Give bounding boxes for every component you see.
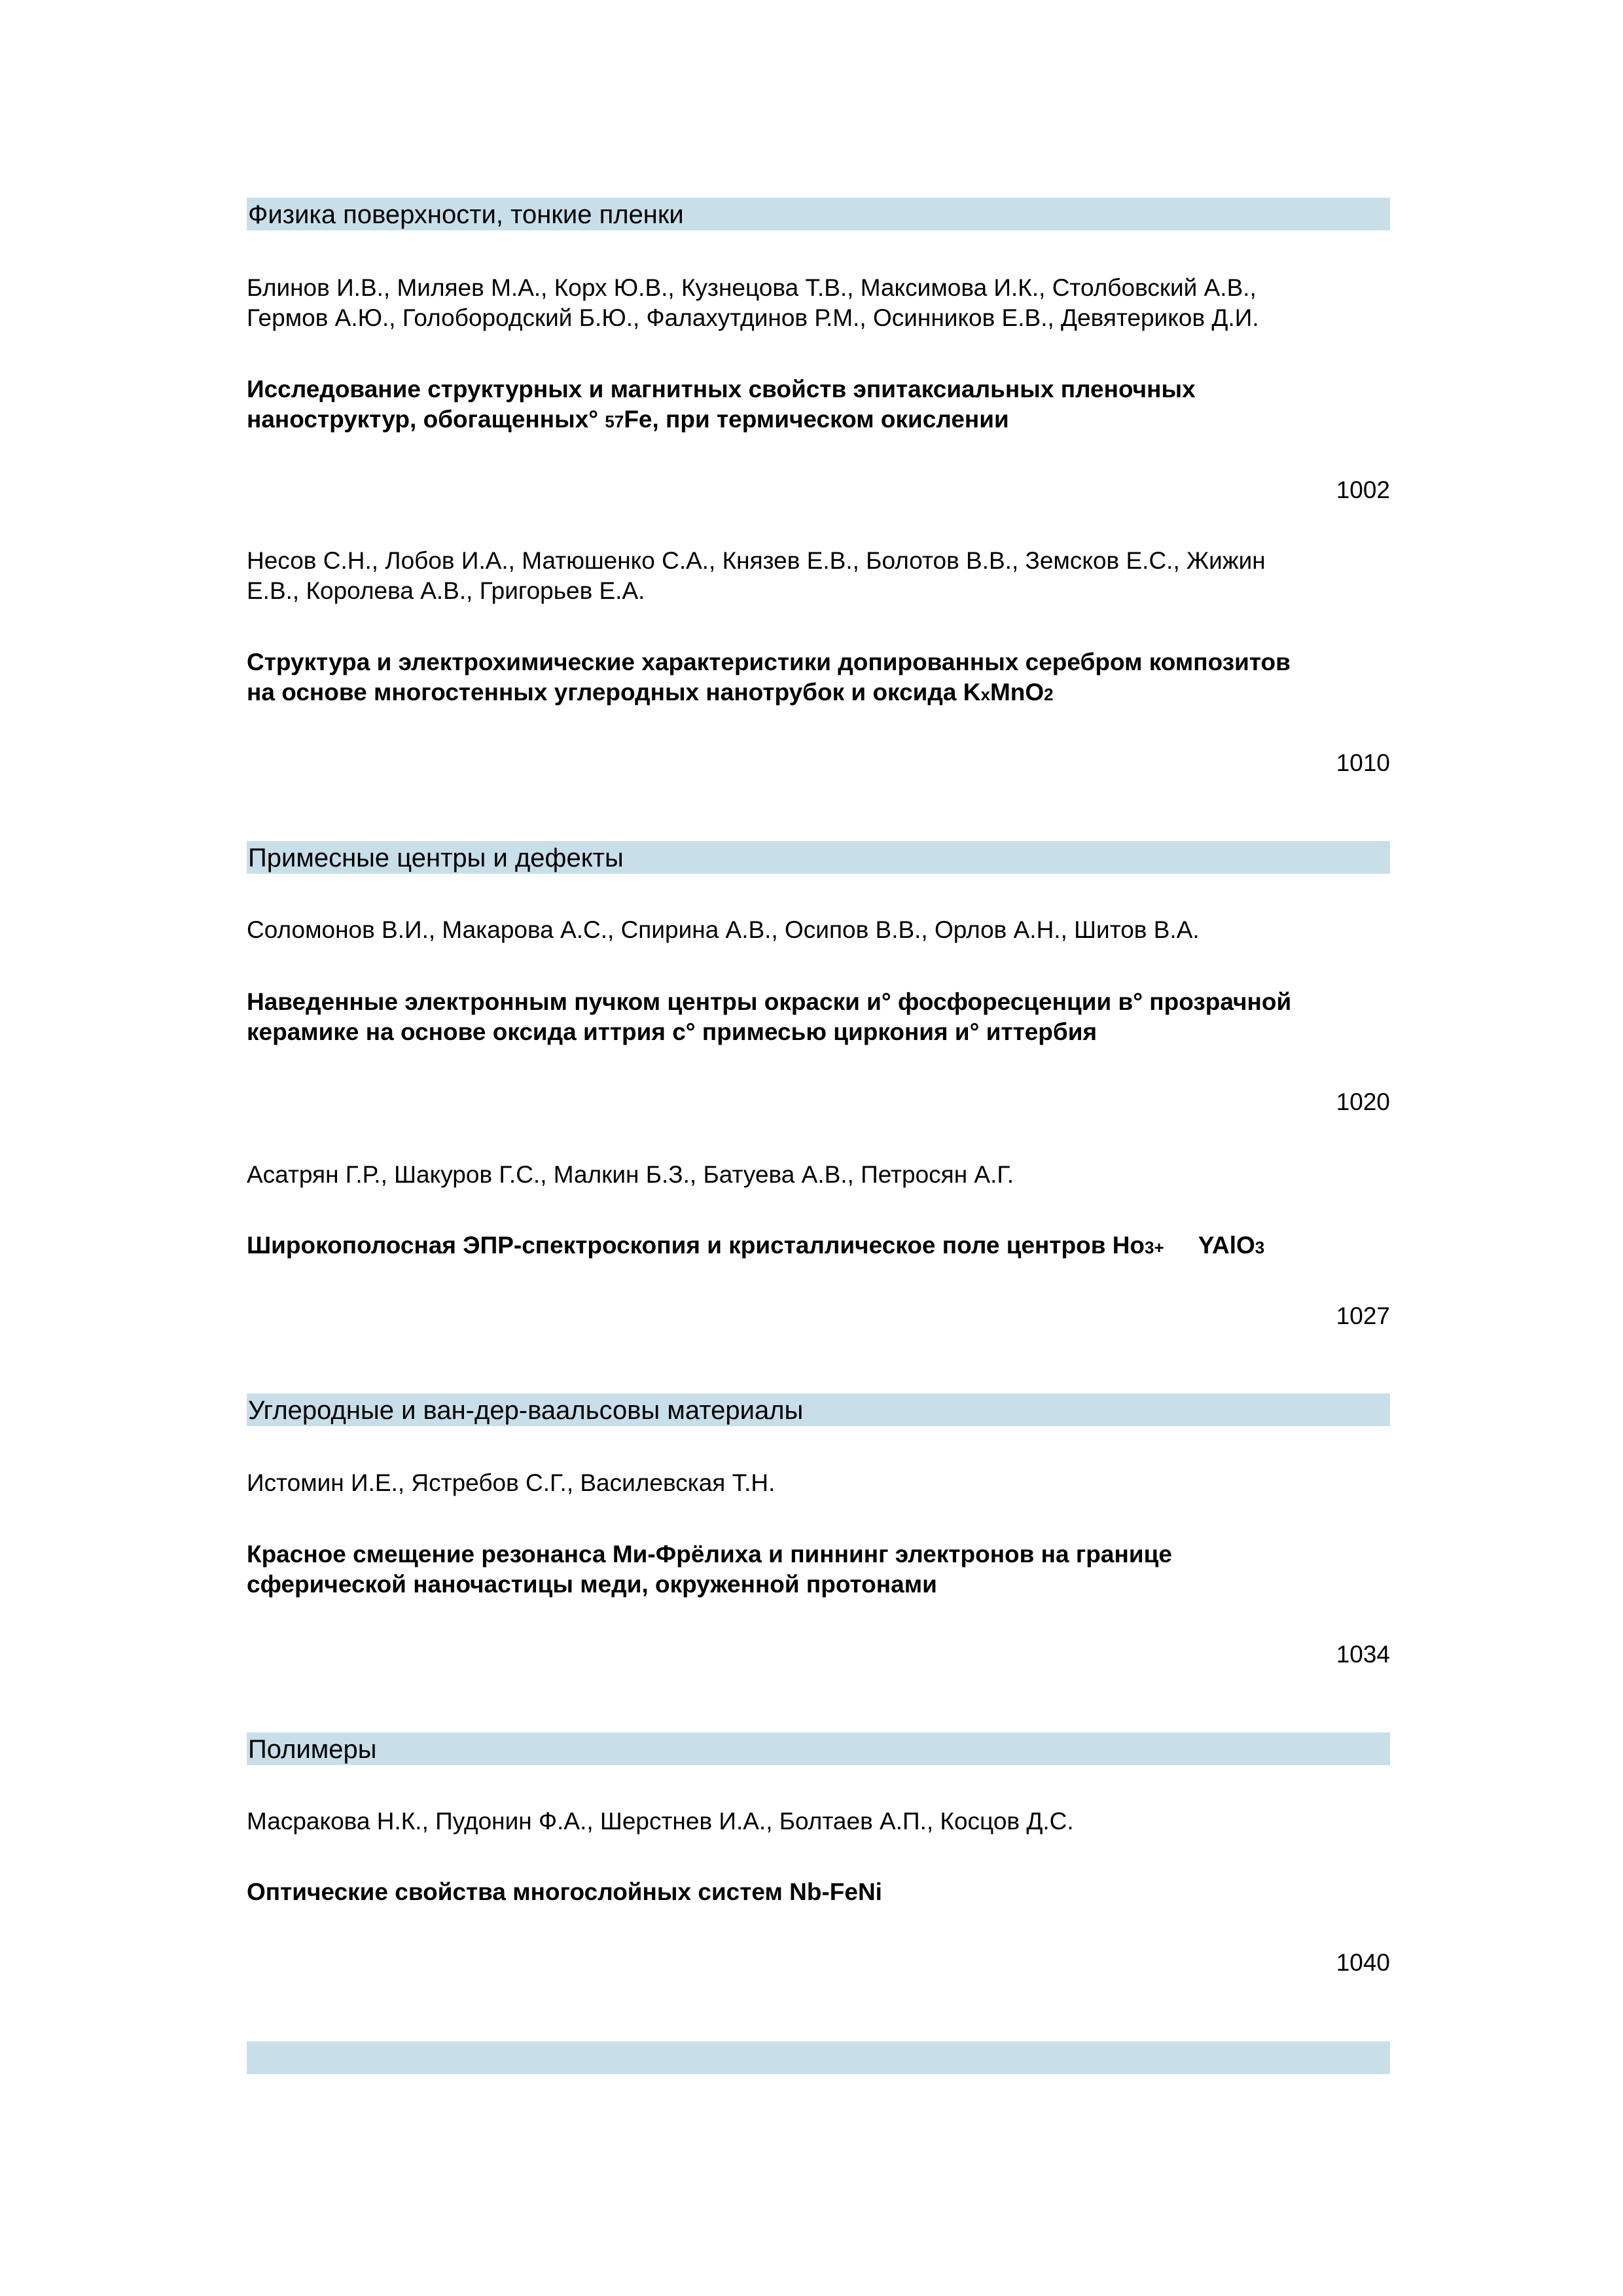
section-heading	[247, 1393, 1390, 1426]
title-line: Исследование структурных и магнитных свойств эпитаксиальных пленочных	[247, 376, 1196, 403]
article-title	[247, 647, 1399, 709]
section-heading	[247, 1732, 1390, 1765]
page-number: 1027	[1336, 1302, 1390, 1329]
authors	[247, 915, 1399, 945]
title-line: Красное смещение резонанса Ми-Фрёлиха и пиннинг электронов на границе	[247, 1541, 1172, 1568]
title-line: Оптические свойства многослойных систем Nb-FeNi	[247, 1878, 882, 1905]
title-line: Наведенные электронным пучком центры окраски и° фосфоресценции в° прозрачной	[247, 988, 1292, 1015]
section-heading-text: Примесные центры и дефекты	[248, 844, 624, 872]
section-heading	[247, 841, 1390, 874]
page-number: 1002	[1336, 476, 1390, 503]
authors-line: Блинов И.В., Миляев М.А., Корх Ю.В., Кузнецова Т.В., Максимова И.К., Столбовский А.В.,	[247, 274, 1257, 301]
authors-line: Асатрян Г.Р., Шакуров Г.С., Малкин Б.З., Батуева А.В., Петросян А.Г.	[247, 1161, 1014, 1188]
article-title	[247, 1877, 1399, 1907]
title-text: YAlO	[1198, 1232, 1255, 1259]
title-line: Структура и электрохимические характеристики допированных серебром композитов	[247, 649, 1291, 675]
subscript: 2	[1044, 685, 1054, 704]
title-text: на основе многостенных углеродных нанотрубок и оксида K	[247, 679, 981, 706]
title-line: керамике на основе оксида иттрия с° примесью циркония и° иттербия	[247, 1018, 1097, 1045]
authors	[247, 1468, 1399, 1498]
authors-line: Несов С.Н., Лобов И.А., Матюшенко С.А., Князев Е.В., Болотов В.В., Земсков Е.С., Жижин	[247, 547, 1266, 574]
authors-line: Е.В., Королева А.В., Григорьев Е.А.	[247, 577, 645, 604]
title-line: сферической наночастицы меди, окруженной протонами	[247, 1571, 937, 1598]
superscript: 3+	[1145, 1238, 1164, 1257]
authors-line: Гермов А.Ю., Голобородский Б.Ю., Фалахутдинов Р.М., Осинников Е.В., Девятериков Д.И.	[247, 304, 1259, 331]
section-heading	[247, 198, 1390, 230]
article-title	[247, 374, 1399, 437]
authors-line: Истомин И.Е., Ястребов С.Г., Василевская Т.Н.	[247, 1469, 776, 1496]
title-text: MnO	[990, 679, 1044, 706]
authors	[247, 546, 1399, 606]
title-line	[247, 677, 1399, 709]
section-heading-text: Полимеры	[248, 1735, 377, 1764]
title-line	[247, 404, 1399, 437]
section-heading-text: Физика поверхности, тонкие пленки	[248, 200, 684, 229]
section-heading-empty	[247, 2041, 1390, 2074]
article-title	[247, 1539, 1399, 1600]
page-number: 1020	[1336, 1088, 1390, 1115]
title-text: наноструктур, обогащенных°	[247, 406, 605, 433]
subscript: x	[980, 685, 990, 704]
title-line	[247, 1230, 1399, 1263]
title-text: Широкополосная ЭПР-спектроскопия и кристаллическое поле центров Ho	[247, 1232, 1145, 1259]
title-text: Fe, при термическом окислении	[624, 406, 1009, 433]
article-title	[247, 1230, 1399, 1263]
authors-line: Соломонов В.И., Макарова А.С., Спирина А.В., Осипов В.В., Орлов А.Н., Шитов В.А.	[247, 916, 1200, 943]
authors-line: Масракова Н.К., Пудонин Ф.А., Шерстнев И.А., Болтаев А.П., Косцов Д.С.	[247, 1808, 1074, 1835]
authors	[247, 273, 1399, 333]
authors	[247, 1160, 1399, 1190]
page-number: 1010	[1336, 749, 1390, 776]
subscript: 3	[1255, 1238, 1265, 1257]
page-number: 1040	[1336, 1949, 1390, 1976]
authors	[247, 1806, 1399, 1837]
section-heading-text: Углеродные и ван-дер-ваальсовы материалы	[248, 1396, 804, 1425]
superscript: 57	[605, 412, 624, 431]
page-number: 1034	[1336, 1641, 1390, 1668]
article-title	[247, 987, 1399, 1047]
